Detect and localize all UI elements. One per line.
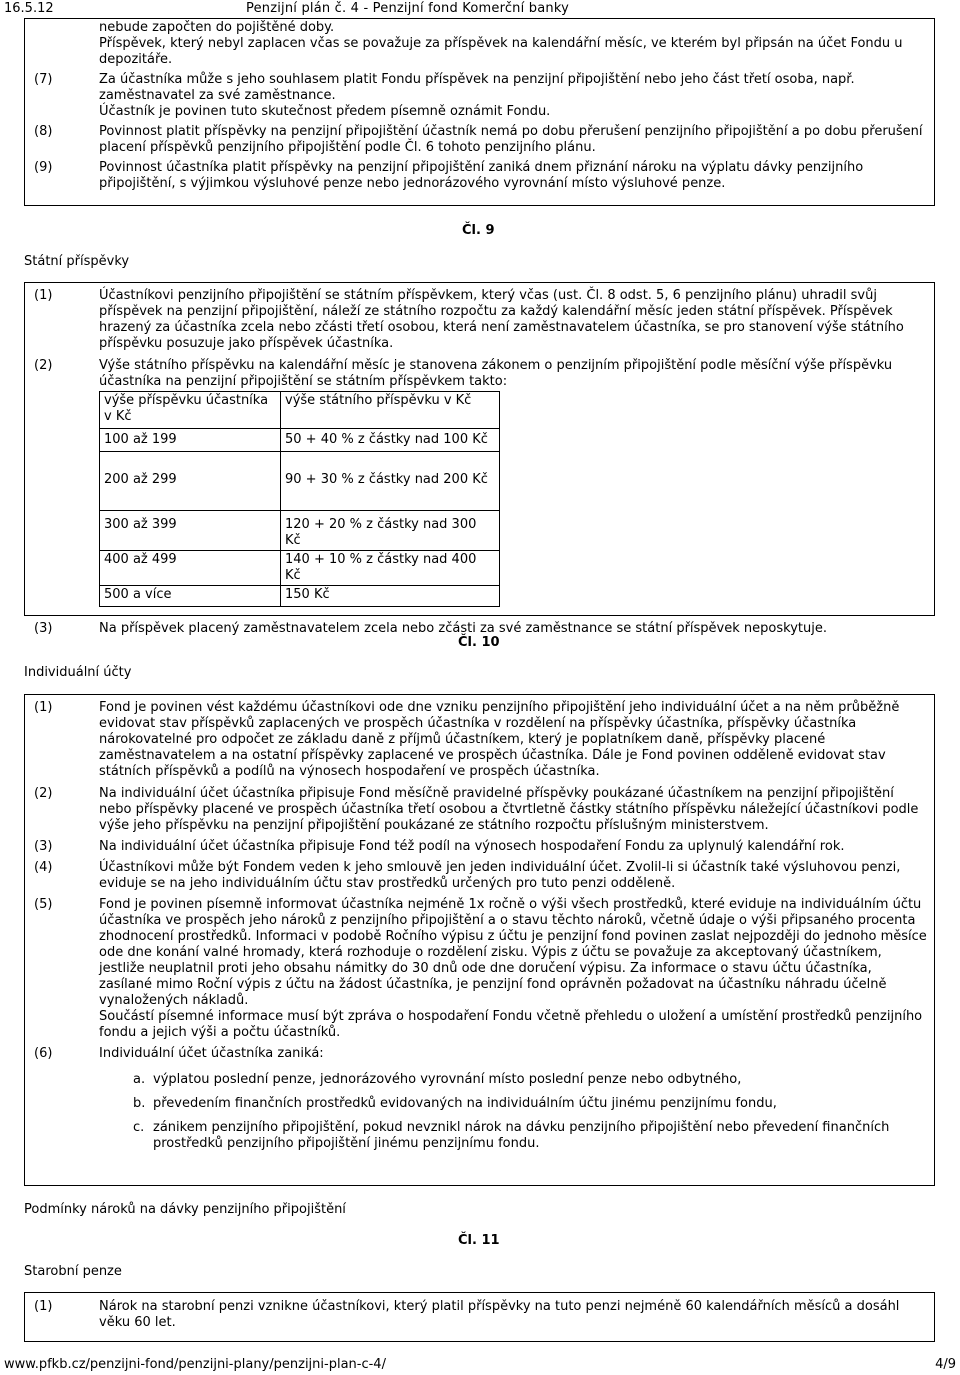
paragraph-6-continuation bbox=[25, 19, 934, 68]
paragraph-text: Na individuální účet účastníka připisuje Fond též podíl na výnosech hospodaření Fondu za uplynulý kalendářní rok. bbox=[99, 839, 845, 854]
paragraph-number: (7) bbox=[34, 72, 53, 87]
paragraph-number: (3) bbox=[34, 621, 53, 636]
article-10-heading: Individuální účty bbox=[24, 665, 132, 680]
article-11-heading: Starobní penze bbox=[24, 1264, 122, 1279]
table-row bbox=[100, 452, 500, 511]
page-number: 4/9 bbox=[935, 1357, 956, 1372]
paragraph-number: (1) bbox=[34, 1299, 53, 1314]
paragraph-text: Individuální účet účastníka zaniká: bbox=[99, 1046, 324, 1061]
table-cell: 500 a více bbox=[100, 586, 281, 607]
paragraph-text: Fond je povinen písemně informovat účastníka nejméně 1x ročně o výši všech prostředků, které eviduje na individuálním účtu účastníka ve prospěch jeho nároků z penzijního připojištění a o stavu těchto nároků, včetně údaje o výši připsaného procenta zhodnocení prostředků. Informaci v podobě Ročního výpisu z účtu je penzijní fond povinen zaslat nejpozději do jednoho měsíce ode dne konání valné hromady, která rozhoduje o rozdělení zisku. Výpis z účtu se považuje za akceptovaný účastníkem, jestliže neuplatnil proti jeho obsahu námitky do 30 dnů ode dne doručení výpisu. Za informace o stavu účtu účastníka, zasílané mimo Roční výpis z účtu na žádost účastníka, je penzijní fond oprávněn požadovat na účastníku náhradu účelně vynaložených nákladů. bbox=[99, 897, 927, 1008]
paragraph-number: (3) bbox=[34, 839, 53, 854]
list-letter: a. bbox=[133, 1072, 146, 1087]
paragraph-4 bbox=[25, 860, 934, 892]
paragraph-text: Účastník je povinen tuto skutečnost předem písemně oznámit Fondu. bbox=[99, 104, 551, 119]
section-heading: Podmínky nároků na dávky penzijního připojištění bbox=[24, 1202, 346, 1217]
paragraph-text: Fond je povinen vést každému účastníkovi ode dne vzniku penzijního připojištění jeho individuální účet a na něm průběžně evidovat stav příspěvků zaplacených ve prospěch účastníka v rozdělení na příspěvky účastníka, příspěvky účastníka nárokovatelné pro odpočet ze základu daně z příjmů účastníkem, který je poplatníkem daně, příspěvky placené zaměstnavatelem a na ostatní příspěvky zaplacené ve prospěch účastníka. Dále je Fond povinen odděleně evidovat stav státních příspěvků a podílů na výnosech hospodaření ve prospěch účastníka. bbox=[99, 700, 900, 779]
top-box bbox=[24, 18, 935, 206]
table-cell: 120 + 20 % z částky nad 300 Kč bbox=[281, 511, 500, 551]
article-9-heading: Státní příspěvky bbox=[24, 254, 130, 269]
paragraph-number: (1) bbox=[34, 700, 53, 715]
paragraph-number: (6) bbox=[34, 1046, 53, 1061]
table-row bbox=[100, 586, 500, 607]
table-cell: 300 až 399 bbox=[100, 511, 281, 551]
paragraph-number: (2) bbox=[34, 786, 53, 801]
paragraph-text: nebude započten do pojištěné doby. bbox=[99, 20, 335, 35]
paragraph-number: (4) bbox=[34, 860, 53, 875]
page-title: Penzijní plán č. 4 - Penzijní fond Komerční banky bbox=[246, 1, 569, 16]
table-cell: 50 + 40 % z částky nad 100 Kč bbox=[281, 429, 500, 452]
list-letter: c. bbox=[133, 1120, 145, 1135]
paragraph-2 bbox=[25, 358, 934, 607]
paragraph-3 bbox=[25, 839, 934, 855]
list-item-text: zánikem penzijního připojištění, pokud nevznikl nárok na dávku penzijního připojištění nebo převedení finančních prostředků penzijního připojištění jinému penzijnímu fondu. bbox=[153, 1120, 890, 1151]
paragraph-text: Za účastníka může s jeho souhlasem platit Fondu příspěvek na penzijní připojištění nebo jeho část třetí osoba, např. zaměstnavatel za své zaměstnance. bbox=[99, 72, 855, 103]
table-cell: 90 + 30 % z částky nad 200 Kč bbox=[281, 452, 500, 511]
table-cell: 140 + 10 % z částky nad 400 Kč bbox=[281, 551, 500, 586]
paragraph-1 bbox=[25, 695, 934, 780]
list-item-text: výplatou poslední penze, jednorázového vyrovnání místo poslední penze nebo odbytného, bbox=[153, 1072, 742, 1087]
article-10-label: Čl. 10 bbox=[458, 635, 500, 650]
page-footer bbox=[0, 1356, 960, 1374]
paragraph-6 bbox=[25, 1046, 934, 1062]
table-cell: 200 až 299 bbox=[100, 452, 281, 511]
paragraph-text: Na příspěvek placený zaměstnavatelem zcela nebo zčásti za své zaměstnance se státní příspěvek neposkytuje. bbox=[99, 621, 827, 636]
table-header-cell: výše příspěvku účastníka v Kč bbox=[100, 392, 281, 429]
paragraph-7 bbox=[25, 72, 934, 120]
paragraph-text: Nárok na starobní penzi vznikne účastníkovi, který platil příspěvky na tuto penzi nejméně 60 kalendářních měsíců a dosáhl věku 60 let. bbox=[99, 1299, 900, 1330]
paragraph-number: (2) bbox=[34, 358, 53, 373]
paragraph-1 bbox=[25, 283, 934, 352]
paragraph-text: Příspěvek, který nebyl zaplacen včas se považuje za příspěvek na kalendářní měsíc, ve kterém byl připsán na účet Fondu u depozitáře. bbox=[99, 36, 903, 67]
table-row bbox=[100, 511, 500, 551]
paragraph-9 bbox=[25, 160, 934, 192]
paragraph-text: Povinnost platit příspěvky na penzijní připojištění účastník nemá po dobu přerušení penzijního připojištění a po dobu přerušení placení příspěvků penzijního připojištění podle Čl. 6 tohoto penzijního plánu. bbox=[99, 124, 923, 155]
paragraph-text: Účastníkovi penzijního připojištění se státním příspěvkem, který včas (ust. Čl. 8 odst. 5, 6 penzijního plánu) uhradil svůj příspěvek na penzijní připojištění, náleží ze státního rozpočtu za každý kalendářní měsíc jeden státní příspěvek. Příspěvek hrazený za účastníka zcela nebo zčásti třetí osobou, která není zaměstnavatelem účastníka, se pro stanovení výše státního příspěvku posuzuje jako příspěvek účastníka. bbox=[99, 288, 904, 351]
paragraph-5 bbox=[25, 897, 934, 1041]
list-item-text: převedením finančních prostředků evidovaných na individuálním účtu jinému penzijnímu fondu, bbox=[153, 1096, 777, 1111]
list-item bbox=[25, 1120, 934, 1152]
table-cell: 150 Kč bbox=[281, 586, 500, 607]
article-11-label: Čl. 11 bbox=[458, 1233, 500, 1248]
list-item bbox=[25, 1096, 934, 1112]
article-11-box bbox=[24, 1292, 935, 1342]
table-row bbox=[100, 551, 500, 586]
paragraph-1 bbox=[25, 1293, 934, 1331]
paragraph-number: (1) bbox=[34, 288, 53, 303]
table-header-row bbox=[100, 392, 500, 429]
letter-list bbox=[25, 1072, 934, 1152]
paragraph-number: (9) bbox=[34, 160, 53, 175]
paragraph-text: Účastníkovi může být Fondem veden k jeho smlouvě jen jeden individuální účet. Zvolil-li si účastník také výsluhovou penzi, eviduje se na jeho individuálním účtu stav prostředků určených pro tuto penzi odděleně. bbox=[99, 860, 901, 891]
paragraph-text: Součástí písemné informace musí být zpráva o hospodaření Fondu včetně přehledu o uložení a umístění prostředků penzijního fondu a jejich výši a počtu účastníků. bbox=[99, 1009, 923, 1040]
article-9-box bbox=[24, 282, 935, 636]
article-9-label: Čl. 9 bbox=[462, 223, 495, 238]
page-url: www.pfkb.cz/penzijni-fond/penzijni-plany/penzijni-plan-c-4/ bbox=[4, 1357, 386, 1372]
state-contribution-table bbox=[99, 391, 500, 607]
paragraph-text: Povinnost účastníka platit příspěvky na penzijní připojištění zaniká dnem přiznání nároku na výplatu dávky penzijního připojištění, s výjimkou výsluhové penze nebo jednorázového vyrovnání místo výsluhové penze. bbox=[99, 160, 864, 191]
print-date: 16.5.12 bbox=[4, 1, 54, 16]
table-cell: 100 až 199 bbox=[100, 429, 281, 452]
table-row bbox=[100, 429, 500, 452]
article-10-box bbox=[24, 694, 935, 1186]
list-letter: b. bbox=[133, 1096, 146, 1111]
table-header-cell: výše státního příspěvku v Kč bbox=[281, 392, 500, 429]
paragraph-number: (5) bbox=[34, 897, 53, 912]
paragraph-text: Výše státního příspěvku na kalendářní měsíc je stanovena zákonem o penzijním připojištění podle měsíční výše příspěvku účastníka na penzijní připojištění se státním příspěvkem takto: bbox=[99, 358, 893, 389]
table-cell: 400 až 499 bbox=[100, 551, 281, 586]
page-header bbox=[0, 0, 960, 18]
paragraph-text: Na individuální účet účastníka připisuje Fond měsíčně pravidelné příspěvky poukázané účastníkem na penzijní připojištění nebo příspěvky placené ve prospěch účastníka třetí osobou a čtvrtletně částky státního příspěvku náležející účastníkovi podle výše jeho příspěvku na penzijní připojištění poukázané ze státního rozpočtu příslušným ministerstvem. bbox=[99, 786, 919, 833]
paragraph-2 bbox=[25, 786, 934, 834]
paragraph-number: (8) bbox=[34, 124, 53, 139]
list-item bbox=[25, 1072, 934, 1088]
paragraph-8 bbox=[25, 124, 934, 156]
